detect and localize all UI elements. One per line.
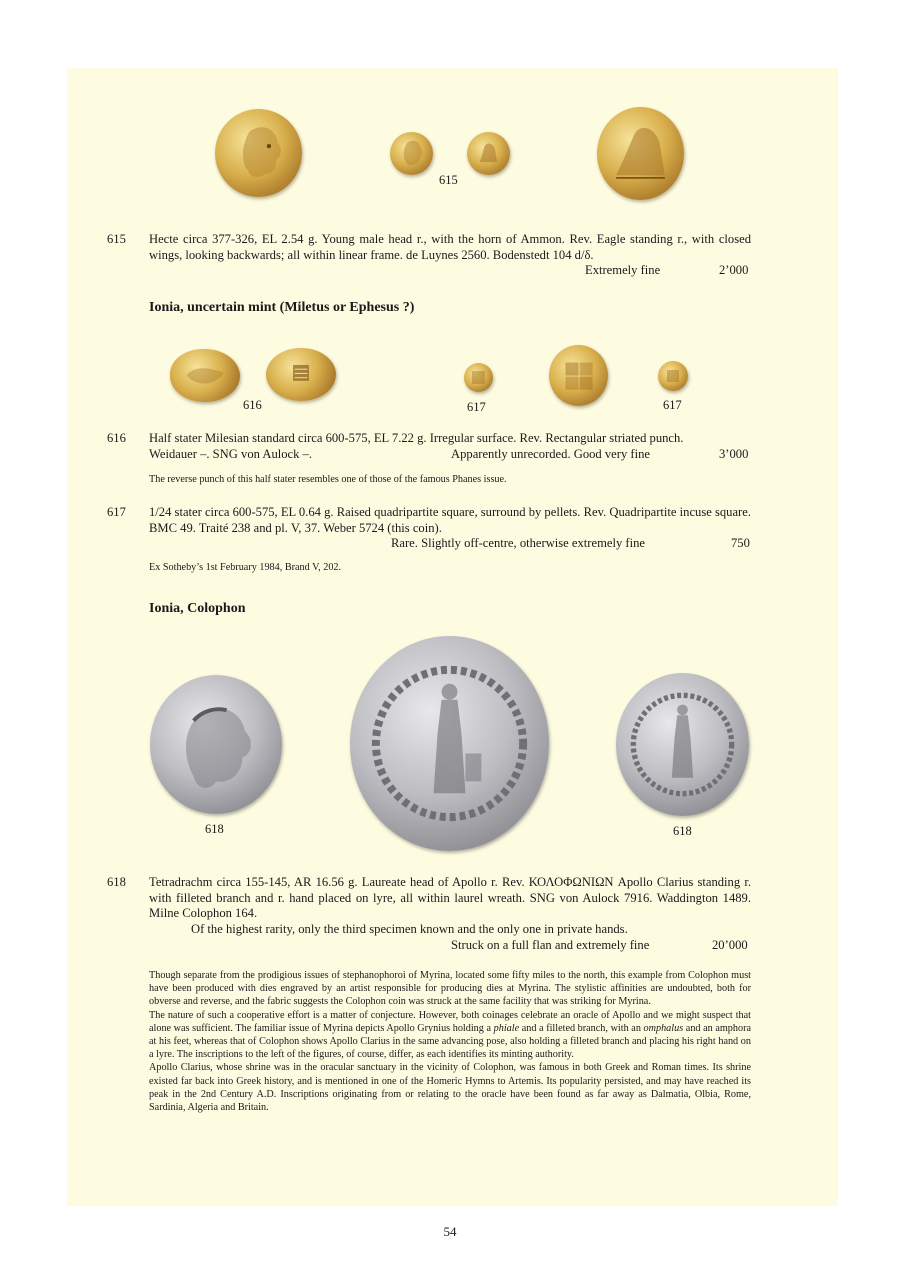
coin-616-reverse-punch-icon — [266, 348, 336, 401]
lot-note-618-para3: Apollo Clarius, whose shrine was in the oracular sanctuary in the vicinity of Colophon, was famous in both Greek and Roman times. Its shrine existed far back into Greek history, and is mentioned in one of the Homeric Hymns to Artemis. Its popularity persisted, and may have reached its peak in the 2nd Century A.D. Inscriptions originating from or relating to the oracle have been found as far away as Dalmatia, Olbia, Rome, Sardinia, Algeria and Britain. — [149, 1062, 751, 1114]
section-heading-ionia-uncertain: Ionia, uncertain mint (Miletus or Ephesus ?) — [149, 300, 415, 315]
note-para2-italic-phiale: phiale — [493, 1022, 520, 1034]
coin-617-obverse-small-icon — [464, 363, 493, 392]
coin-618-obverse-apollo-icon — [150, 675, 282, 814]
lot-price-615: 2’000 — [719, 263, 749, 277]
coin-615-obverse-large-icon — [215, 109, 302, 197]
caption-617-a: 617 — [467, 400, 486, 414]
lot-rarity-618: Of the highest rarity, only the third specimen known and the only one in private hands. — [191, 922, 628, 936]
page-number: 54 — [443, 1224, 457, 1239]
note-para2-italic-omphalus: omphalus — [643, 1022, 684, 1034]
coin-617-reverse-small-icon — [658, 361, 688, 391]
lot-grade-616: Apparently unrecorded. Good very fine — [451, 447, 650, 461]
lot-price-618: 20’000 — [712, 938, 748, 952]
lot-note-616: The reverse punch of this half stater resembles one of those of the famous Phanes issue. — [149, 474, 507, 485]
lot-note-618 — [149, 969, 751, 1114]
caption-615: 615 — [439, 173, 458, 187]
lot-number-615: 615 — [107, 232, 126, 246]
coin-616-obverse-icon — [170, 349, 240, 402]
lot-description-615: Hecte circa 377-326, EL 2.54 g. Young male head r., with the horn of Ammon. Rev. Eagle standing r., with closed wings, looking backwards; all within linear frame. de Luynes 2560. Bodenstedt 104 d/δ. — [149, 232, 751, 262]
note-para2-part3: and an amphora at his feet, whereas that of Colophon shows Apollo Clarius in the same advancing pose, also holding a filleted branch and placing his right hand on a lyre. The inscriptions to the left of the figures, of course, differ, as each identifies its minting authority. — [149, 1022, 752, 1061]
lot-provenance-617: Ex Sotheby’s 1st February 1984, Brand V, 202. — [149, 562, 342, 573]
coin-615-reverse-large-icon — [597, 107, 684, 200]
coin-618-reverse-icon — [616, 673, 749, 816]
caption-616: 616 — [243, 398, 262, 412]
coin-615-obverse-small-icon — [390, 132, 433, 175]
lot-price-617: 750 — [731, 536, 750, 550]
lot-number-617: 617 — [107, 505, 126, 519]
lot-description-618: Tetradrachm circa 155-145, AR 16.56 g. Laureate head of Apollo r. Rev. ΚΟΛΟΦΩΝΙΩΝ Apollo Clarius standing r. with filleted branch and r. hand placed on lyre, all within laurel wreath. SNG von Aulock 7916. Waddington 1489. Milne Colophon 164. — [149, 875, 751, 921]
lot-grade-617: Rare. Slightly off-centre, otherwise extremely fine — [391, 536, 646, 550]
lot-references-616: Weidauer –. SNG von Aulock –. — [149, 447, 313, 461]
caption-618-b: 618 — [673, 824, 692, 838]
section-heading-ionia-colophon: Ionia, Colophon — [149, 601, 246, 616]
caption-617-b: 617 — [663, 398, 682, 412]
coin-615-reverse-small-icon — [467, 132, 510, 175]
lot-price-616: 3’000 — [719, 447, 749, 461]
note-para2-part1: The nature of such a cooperative effort is a matter of conjecture. However, both coinages celebrate an oracle of Apollo and we might suspect that alone was sufficient. The familiar issue of Myrina depicts Apollo Grynius holding a — [149, 1009, 751, 1034]
note-para2-part2: and a filleted branch, with an — [519, 1022, 644, 1034]
lot-description-616 — [149, 431, 751, 447]
lot-grade-615: Extremely fine — [585, 263, 661, 277]
lot-grade-618: Struck on a full flan and extremely fine — [451, 938, 650, 952]
lot-description-616-line1: Half stater Milesian standard circa 600-575, EL 7.22 g. Irregular surface. Rev. Rectangular striated punch. — [149, 431, 684, 445]
lot-note-618-para2 — [149, 1009, 751, 1062]
lot-description-617: 1/24 stater circa 600-575, EL 0.64 g. Raised quadripartite square, surround by pellets. Rev. Quadripartite incuse square. BMC 49. Traité 238 and pl. V, 37. Weber 5724 (this coin). — [149, 505, 751, 535]
coin-617-enlarged-icon — [549, 345, 608, 406]
lot-number-616: 616 — [107, 431, 126, 445]
coin-618-reverse-enlarged-icon — [350, 636, 549, 851]
caption-618-a: 618 — [205, 822, 224, 836]
lot-number-618: 618 — [107, 875, 126, 889]
lot-note-618-para1: Though separate from the prodigious issues of stephanophoroi of Myrina, located some fifty miles to the north, this example from Colophon must have been produced with dies engraved by an artist responsible for producing dies at Myrina. The stylistic affinities are undoubted, both for obverse and reverse, and the fabric suggests the Colophon coin was struck at the same facility that was striking for Myrina. — [149, 970, 751, 1008]
